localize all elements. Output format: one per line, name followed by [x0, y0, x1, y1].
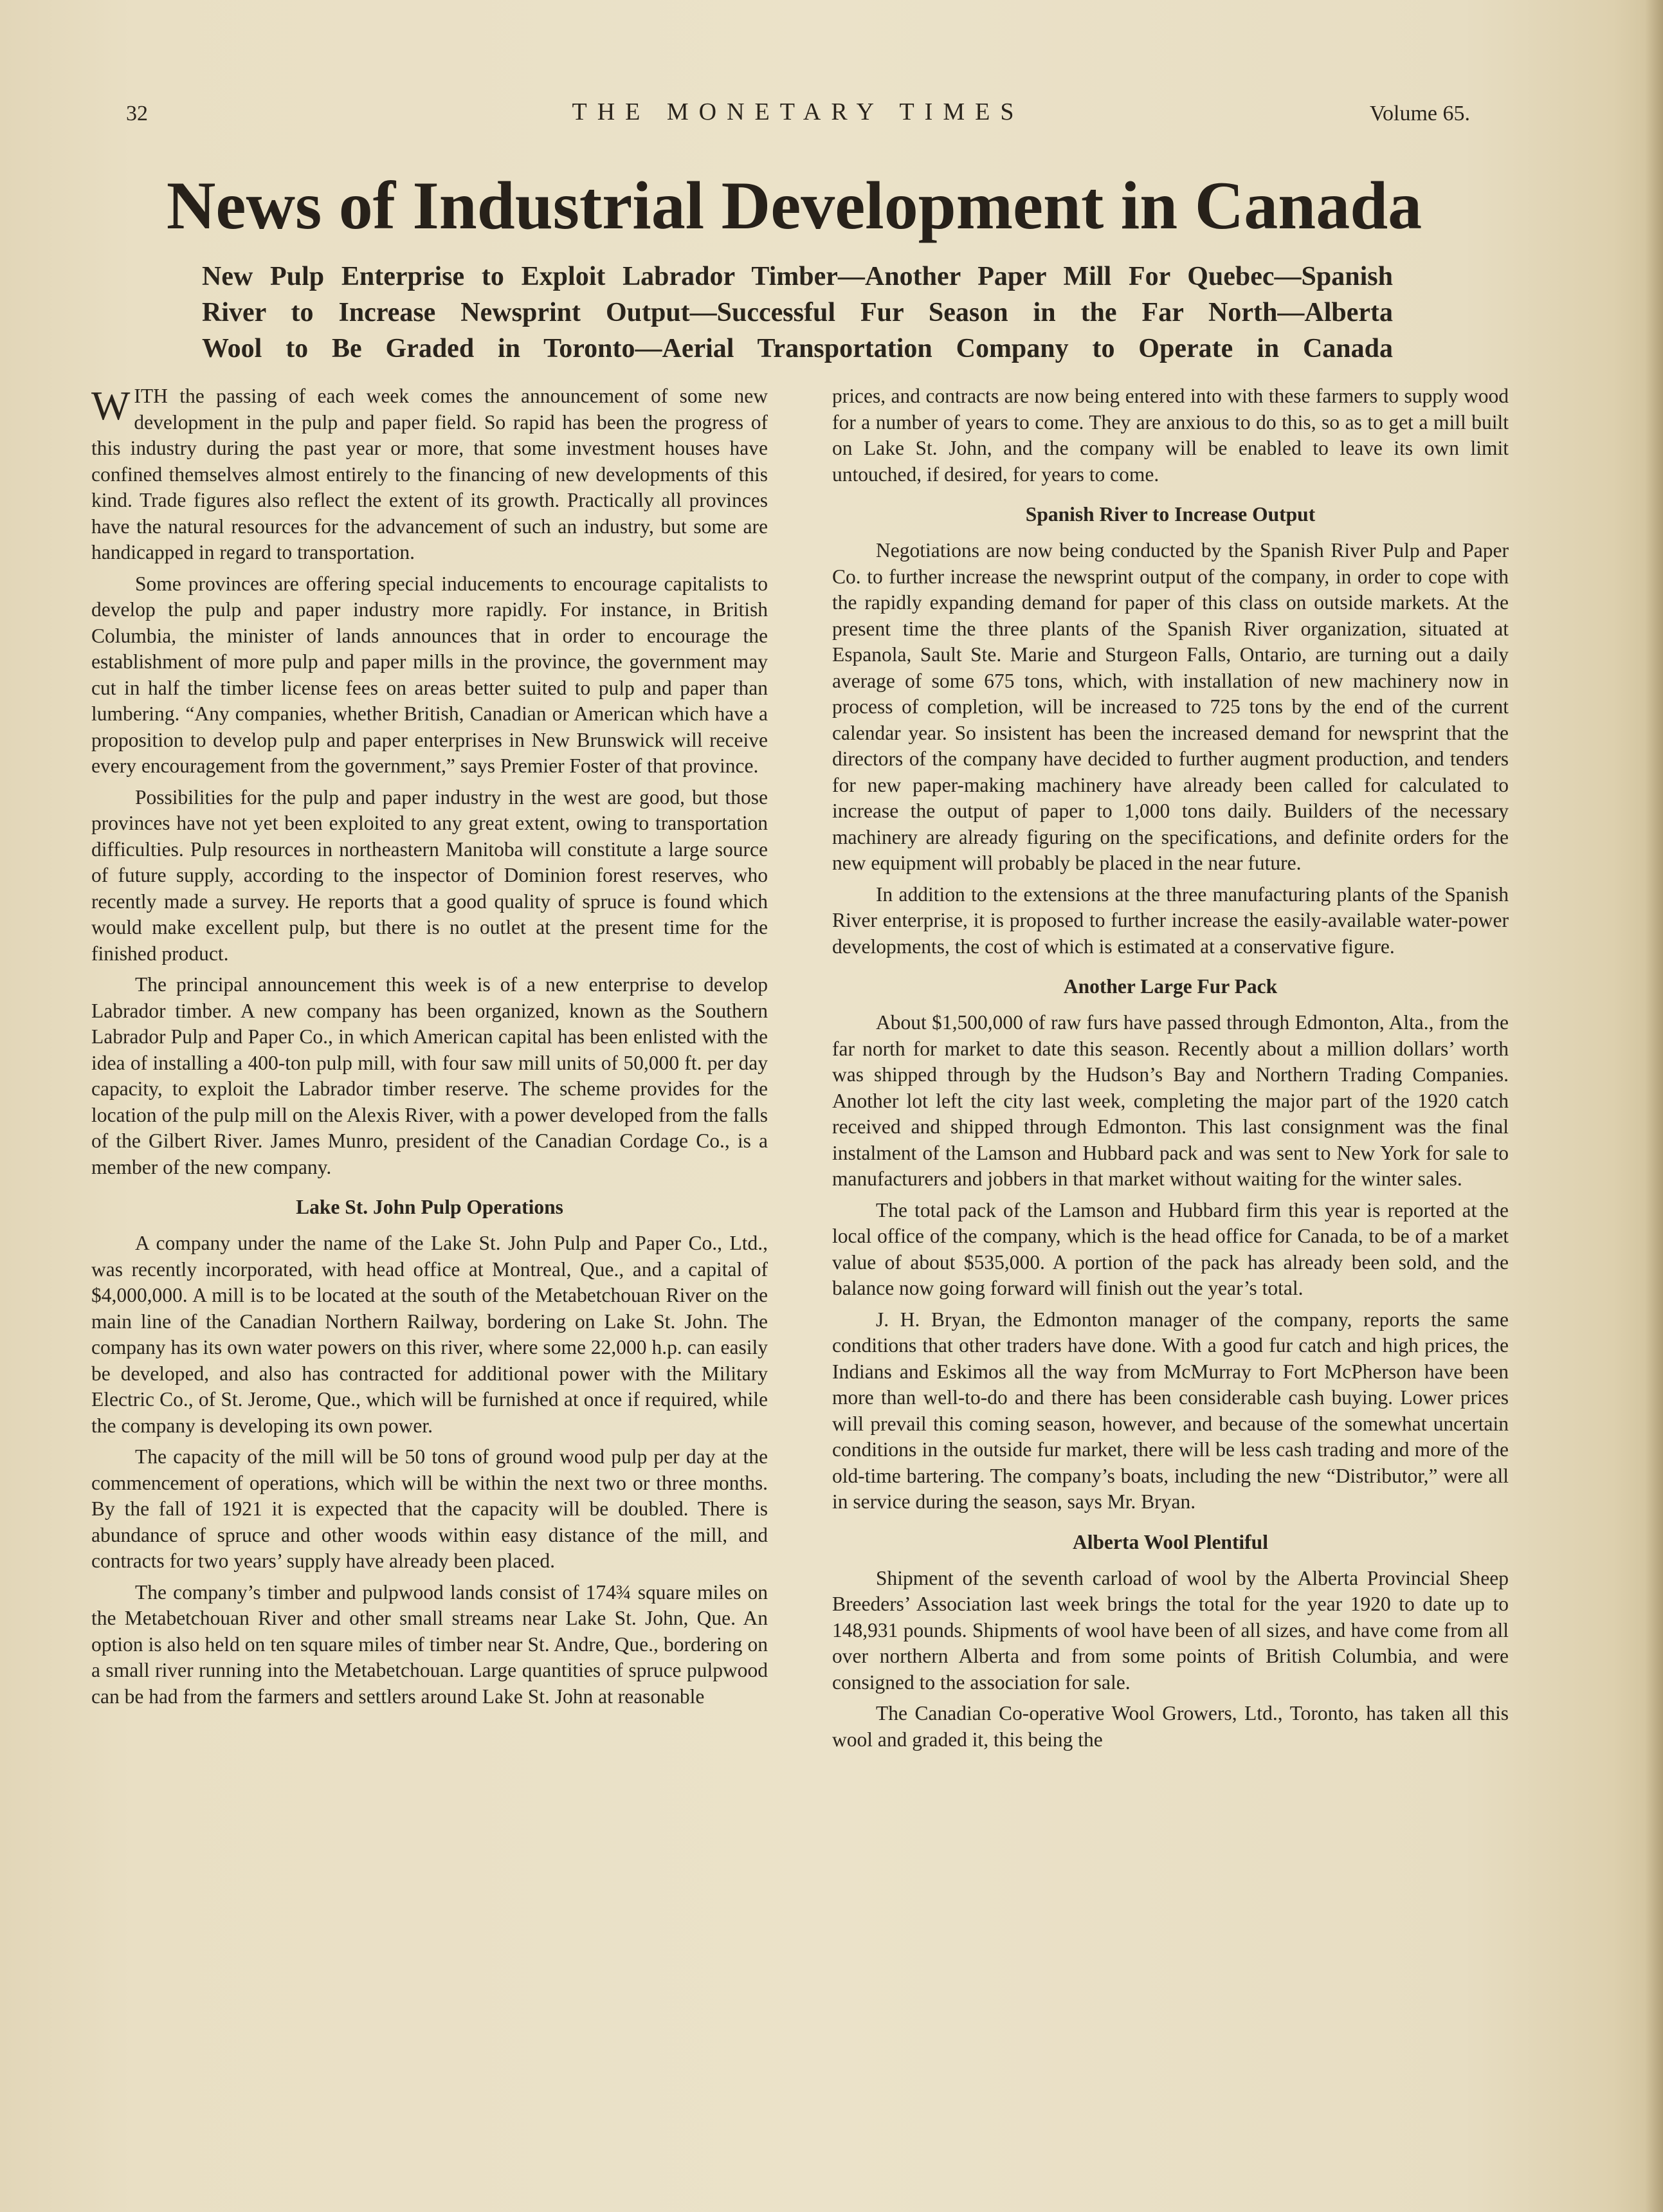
paragraph: Some provinces are offering special inducements to encourage capitalists to develop the pulp and paper industry more rapidly. For instance, in British Columbia, the minister of lands announces that in order to encourage the establishment of more pulp and paper mills in the province, the government may cut in half the timber license fees on areas better suited to pulp and paper than lumbering. “Any companies, whether British, Canadian or American which have a proposition to develop pulp and paper enterprises in New Brunswick will receive every encouragement from the government,” says Premier Foster of that province. — [91, 572, 768, 777]
paragraph: The company’s timber and pulpwood lands consist of 174¾ square miles on the Metabetchouan River and other small streams near Lake St. John, Que. An option is also held on ten square miles of timber near St. Andre, Que., bordering on a small river running into the Metabetchouan. Large quantities of spruce pulpwood can be had from the farmers and settlers around Lake St. John at reasonable — [91, 1580, 768, 1708]
paragraph: The capacity of the mill will be 50 tons of ground wood pulp per day at the commencement of operations, which will be within the next two or three months. By the fall of 1921 it is expected that the capacity will be doubled. There is abundance of spruce and other woods within easy distance of the mill, and contracts for two years’ supply have already been placed. — [91, 1445, 768, 1572]
paragraph: Possibilities for the pulp and paper industry in the west are good, but those provinces have not yet been exploited to any great extent, owing to transportation difficulties. Pulp resources in northeastern Manitoba will constitute a large source of future supply, according to the inspector of Dominion forest reserves, who recently made a survey. He reports that a good quality of spruce is found which would make excellent pulp, but there is no outlet at the present time for the finished product. — [91, 785, 768, 965]
section-heading-alberta-wool: Alberta Wool Plentiful — [1073, 1530, 1268, 1553]
article-deck — [202, 259, 1393, 367]
intro-text: ITH the passing of each week comes the announcement of some new development in the pulp and paper field. So rapid has been the progress of this industry during the past year or more, that some investment houses have confined themselves almost entirely to the financing of new developments of this kind. Trade figures also reflect the extent of its growth. Practically all provinces have the natural resources for the advancement of such an industry, but some are handicapped in regard to transportation. — [91, 385, 768, 563]
paragraph: In addition to the extensions at the three manufacturing plants of the Spanish River enterprise, it is proposed to further increase the easily-available water-power developments, the cost of which is estimated at a conservative figure. — [832, 882, 1509, 958]
paragraph: Negotiations are now being conducted by the Spanish River Pulp and Paper Co. to further increase the newsprint output of the company, in order to cope with the rapidly expanding demand for paper of this class on outside markets. At the present time the three plants of the Spanish River organization, situated at Espanola, Sault Ste. Marie and Sturgeon Falls, Ontario, are turning out a daily average of some 675 tons, which, with installation of new machinery now in process of completion, will be increased to 725 tons by the end of the current calendar year. So insistent has been the increased demand for newsprint that the directors of the company have decided to further augment production, and tenders for new paper-making machinery have already been called for calculated to increase the output of paper to 1,000 tons daily. Builders of the necessary machinery are already figuring on the specifications, and definite orders for the new equipment will probably be placed in the near future. — [832, 539, 1509, 874]
right-column — [832, 383, 1509, 1758]
section-heading-lake-st-john: Lake St. John Pulp Operations — [296, 1196, 563, 1218]
deck-line: Wool to Be Graded in Toronto—Aerial Transportation Company to Operate in Canada — [202, 334, 1393, 363]
paragraph: J. H. Bryan, the Edmonton manager of the company, reports the same conditions that other traders have done. With a good fur catch and high prices, the Indians and Eskimos all the way from McMurray to Fort McPherson have been more than well-to-do and there has been considerable cash buying. Lower prices will prevail this coming season, however, and because of the somewhat uncertain conditions in the outside fur market, there will be less cash trading and more of the old-time bartering. The company’s boats, including the new “Distributor,” were all in service during the season, says Mr. Bryan. — [832, 1308, 1509, 1513]
article-title: News of Industrial Development in Canada — [166, 168, 1422, 243]
paragraph: The Canadian Co-operative Wool Growers, Ltd., Toronto, has taken all this wool and graded it, this being the — [832, 1702, 1509, 1751]
journal-name: THE MONETARY TIMES — [572, 98, 1024, 125]
running-head — [126, 98, 1470, 136]
paragraph: About $1,500,000 of raw furs have passed through Edmonton, Alta., from the far north for market to date this season. Recently about a million dollars’ worth was shipped through by the Hudson’s Bay and Northern Trading Companies. Another lot left the city last week, completing the major part of the 1920 catch received and shipped through Edmonton. This last consignment was the final instalment of the Lamson and Hubbard pack and was sent to New York for sale to manufacturers and jobbers in that market without waiting for the winter sales. — [832, 1011, 1509, 1190]
paragraph: Shipment of the seventh carload of wool by the Alberta Provincial Sheep Breeders’ Association last week brings the total for the year 1920 to date up to 148,931 pounds. Shipments of wool have been of all sizes, and have come from all over northern Alberta and from some points of British Columbia, and were consigned to the association for sale. — [832, 1566, 1509, 1694]
page-number: 32 — [126, 102, 148, 125]
drop-cap: W — [91, 383, 131, 428]
intro-paragraph — [91, 383, 768, 566]
paragraph: A company under the name of the Lake St. John Pulp and Paper Co., Ltd., was recently incorporated, with head office at Montreal, Que., and a capital of $4,000,000. A mill is to be located at the south of the Metabetchouan River on the main line of the Canadian Northern Railway, bordering on Lake St. John. The company has its own water powers on this river, where some 22,000 h.p. can easily be developed, and also has contracted for additional power with the Military Electric Co., of St. Jerome, Que., which will be furnished at once if required, while the company is developing its own power. — [91, 1232, 768, 1437]
deck-line: New Pulp Enterprise to Exploit Labrador Timber—Another Paper Mill For Quebec—Spanish — [202, 262, 1393, 291]
continued-paragraph: prices, and contracts are now being entered into with these farmers to supply wood for a number of years to come. They are anxious to do this, so as to get a mill built on Lake St. John, and the company will be enabled to leave its own limit untouched, if desired, for years to come. — [832, 385, 1509, 486]
page-spine-shadow — [1645, 0, 1663, 2212]
paragraph: The total pack of the Lamson and Hubbard firm this year is reported at the local office of the company, which is the head office for Canada, to be of a market value of about $535,000. A portion of the pack has already been sold, and the balance now going forward will finish out the year’s total. — [832, 1198, 1509, 1299]
left-column — [91, 383, 768, 1715]
volume-label: Volume 65. — [1369, 102, 1470, 125]
section-heading-spanish-river: Spanish River to Increase Output — [1025, 503, 1316, 526]
paragraph: The principal announcement this week is of a new enterprise to develop Labrador timber. A new company has been organized, known as the Southern Labrador Pulp and Paper Co., in which American capital has been enlisted with the idea of installing a 400-ton pulp mill, with four saw mill units of 50,000 ft. per day capacity, to exploit the Labrador timber reserve. The scheme provides for the location of the pulp mill on the Alexis River, with a power developed from the falls of the Gilbert River. James Munro, president of the Canadian Cordage Co., is a member of the new company. — [91, 973, 768, 1178]
section-heading-fur-pack: Another Large Fur Pack — [1063, 975, 1278, 998]
deck-line: River to Increase Newsprint Output—Successful Fur Season in the Far North—Alberta — [202, 298, 1393, 327]
